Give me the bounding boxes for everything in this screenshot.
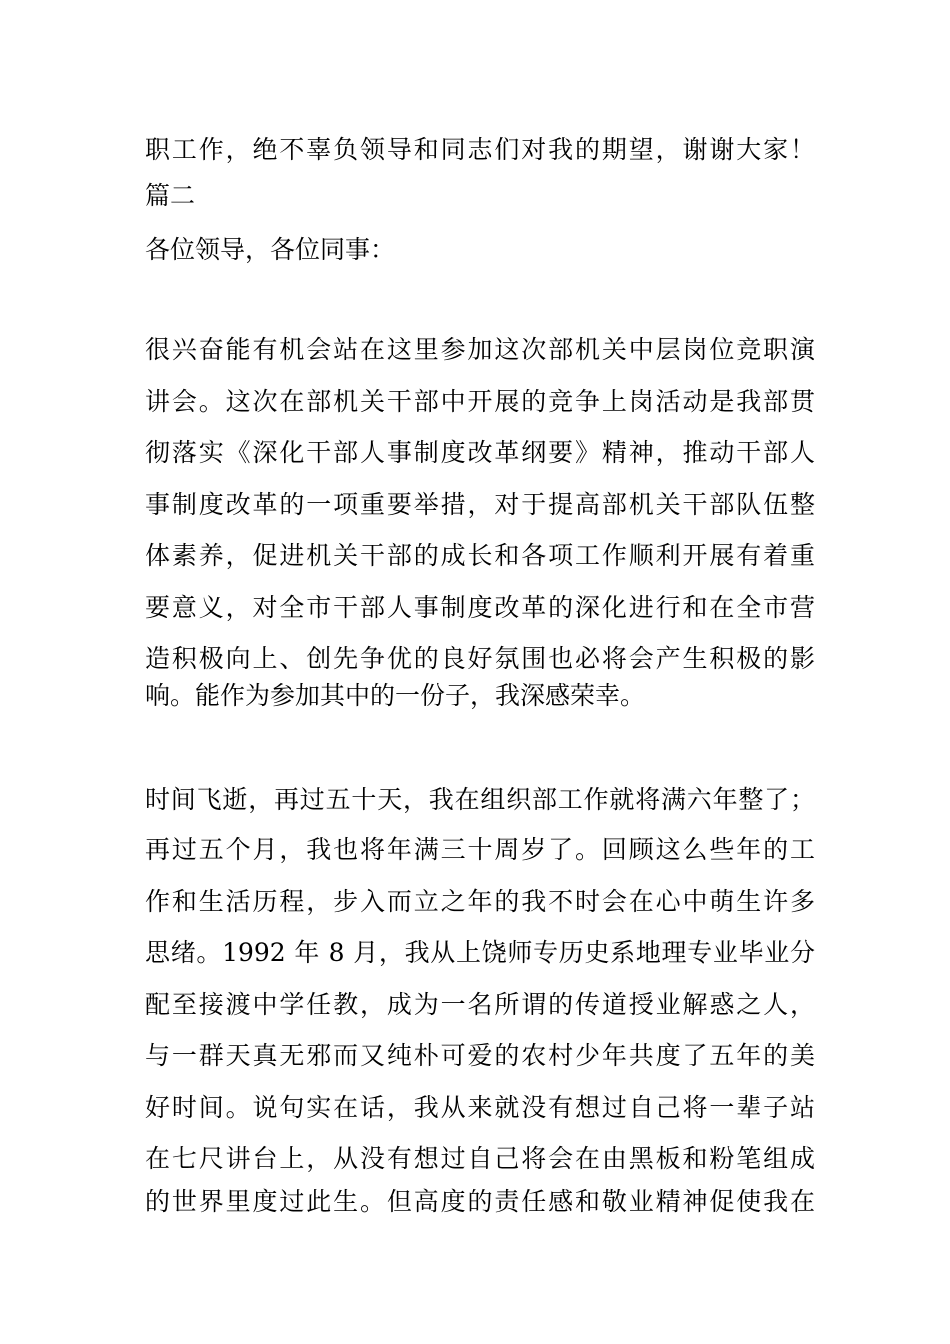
- text-line: 时间飞逝，再过五十天，我在组织部工作就将满六年整了；: [145, 785, 815, 814]
- text-line: 很兴奋能有机会站在这里参加这次部机关中层岗位竞职演: [145, 335, 815, 364]
- text-line: 作和生活历程，步入而立之年的我不时会在心中萌生许多: [145, 887, 815, 916]
- text-line: 体素养，促进机关干部的成长和各项工作顺利开展有着重: [145, 541, 815, 570]
- text-line: 造积极向上、创先争优的良好氛围也必将会产生积极的影: [145, 644, 815, 673]
- text-line: 再过五个月，我也将年满三十周岁了。回顾这么些年的工: [145, 835, 815, 864]
- text-line: 职工作，绝不辜负领导和同志们对我的期望，谢谢大家！: [145, 135, 815, 164]
- text-line: 的世界里度过此生。但高度的责任感和敬业精神促使我在: [145, 1187, 815, 1216]
- text-line: 彻落实《深化干部人事制度改革纲要》精神，推动干部人: [145, 438, 815, 467]
- text-line: 响。能作为参加其中的一份子，我深感荣幸。: [145, 681, 646, 710]
- text-line: 在七尺讲台上，从没有想过自己将会在由黑板和粉笔组成: [145, 1144, 815, 1173]
- text-line: 讲会。这次在部机关干部中开展的竞争上岗活动是我部贯: [145, 387, 815, 416]
- text-line: 要意义，对全市干部人事制度改革的深化进行和在全市营: [145, 593, 815, 622]
- section-heading: 篇二: [145, 181, 196, 210]
- text-line: 好时间。说句实在话，我从来就没有想过自己将一辈子站: [145, 1093, 815, 1122]
- text-line: 配至接渡中学任教，成为一名所谓的传道授业解惑之人，: [145, 990, 815, 1019]
- text-line: 思绪。1992 年 8 月，我从上饶师专历史系地理专业毕业分: [145, 938, 815, 967]
- text-line: 与一群天真无邪而又纯朴可爱的农村少年共度了五年的美: [145, 1041, 815, 1070]
- salutation: 各位领导，各位同事：: [145, 235, 396, 264]
- text-line: 事制度改革的一项重要举措，对于提高部机关干部队伍整: [145, 490, 815, 519]
